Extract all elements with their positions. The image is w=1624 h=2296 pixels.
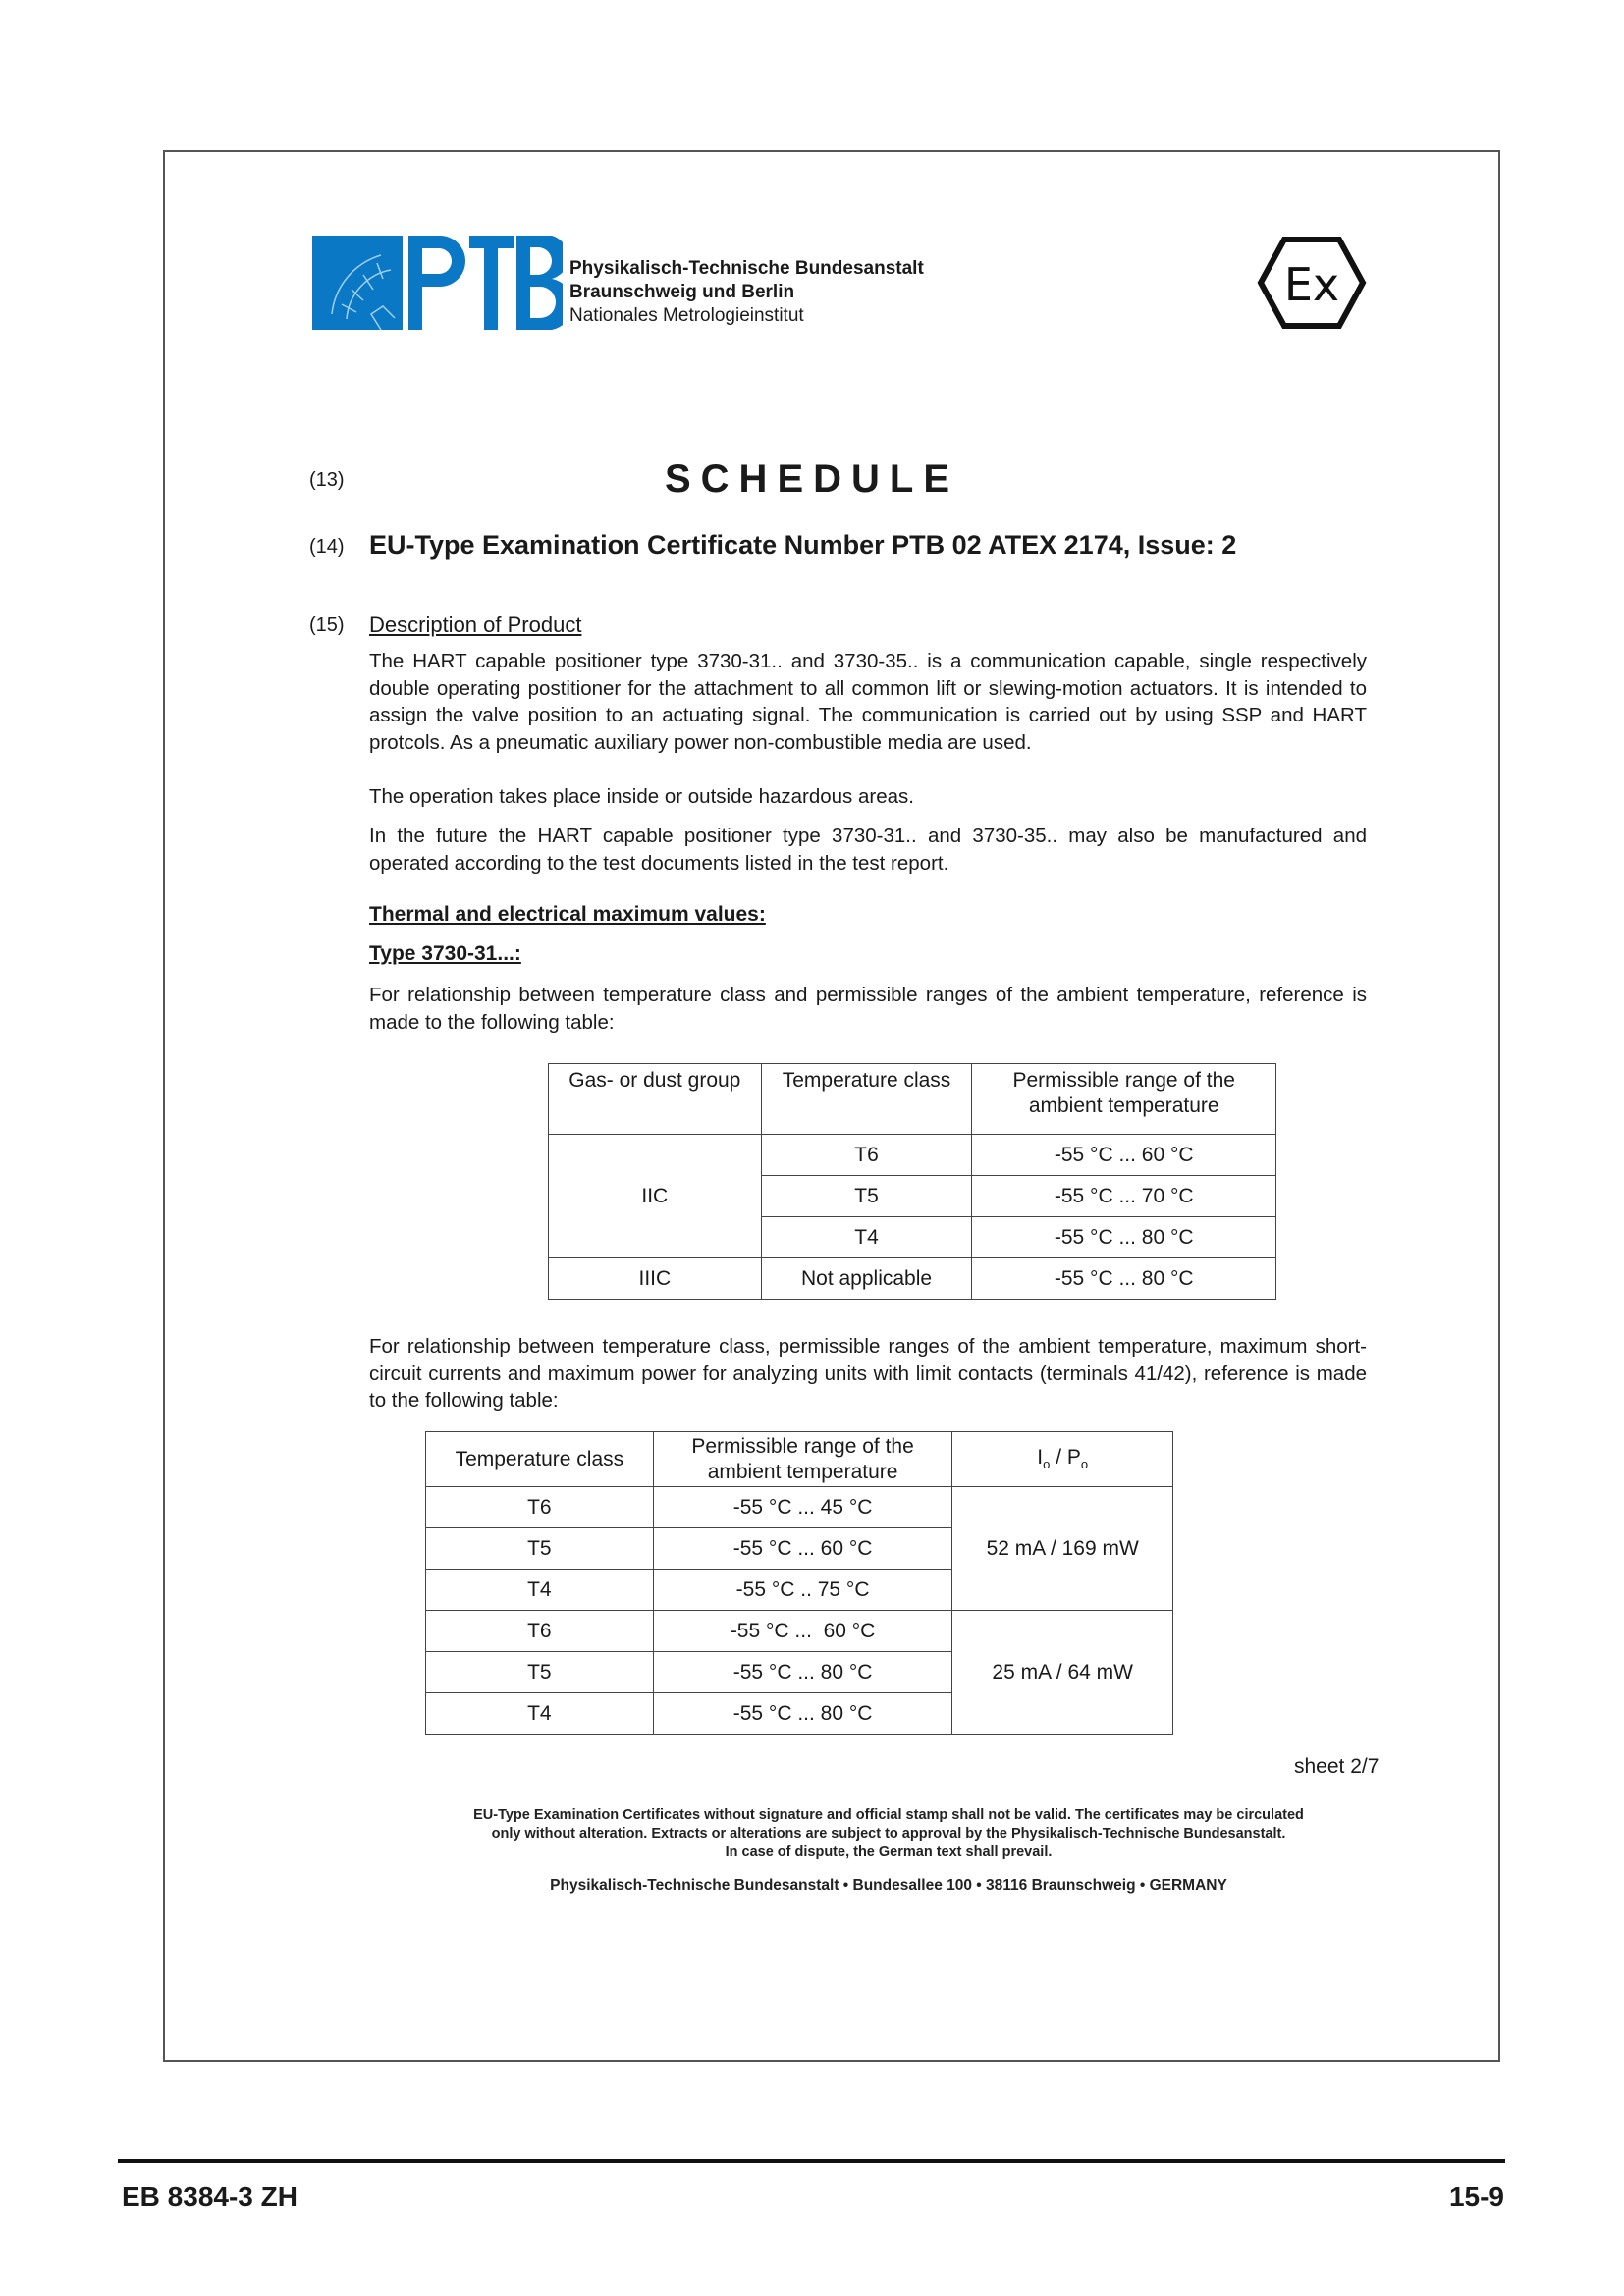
description-paragraph: The HART capable positioner type 3730-31.. and 3730-35.. is a communication capable, single respectively double operating postitioner for the attachment to all common lift or slewing-motion actuators. It is intended to assign the valve position to an actuating signal. The communication is carried out by using SSP and HART protcols. As a pneumatic auxiliary power non-combustible media are used. [369, 650, 1367, 754]
class-cell: T5 [426, 1652, 654, 1693]
temperature-class-table [548, 1063, 1276, 1300]
table2-intro: For relationship between temperature class, permissible ranges of the ambient temperature, maximum short-circuit currents and maximum power for analyzing units with limit contacts (terminals 41/42), reference is made to the following table: [369, 1335, 1367, 1412]
certificate-title: EU-Type Examination Certificate Number PTB 02 ATEX 2174, Issue: 2 [369, 530, 1237, 560]
range-cell: -55 °C ... 60 °C [653, 1611, 952, 1652]
class-cell: T5 [426, 1528, 654, 1570]
institute-address: Physikalisch-Technische Bundesanstalt • Bundesallee 100 • 38116 Braunschweig • GERMANY [550, 1877, 1227, 1894]
class-cell: T6 [426, 1611, 654, 1652]
table-row [549, 1258, 1276, 1300]
section-13-label: (13) [309, 469, 345, 491]
future-paragraph: In the future the HART capable positioner type 3730-31.. and 3730-35.. may also be manufactured and operated according to the test documents listed in the test report. [369, 825, 1367, 875]
group-cell: IIIC [549, 1258, 762, 1300]
document-id: EB 8384-3 ZH [122, 2181, 298, 2212]
class-cell: T4 [426, 1693, 654, 1735]
institute-name-block [569, 257, 924, 328]
range-cell: -55 °C ... 80 °C [653, 1693, 952, 1735]
header-cell: Permissible range of the ambient temperature [653, 1432, 952, 1487]
institute-line2: Braunschweig und Berlin [569, 282, 795, 302]
ptb-logo [312, 236, 563, 330]
range-cell: -55 °C ... 80 °C [972, 1217, 1276, 1258]
operation-paragraph: The operation takes place inside or outside hazardous areas. [369, 785, 914, 808]
sheet-number: sheet 2/7 [1294, 1755, 1380, 1778]
range-cell: -55 °C ... 70 °C [972, 1176, 1276, 1217]
disclaimer-line: only without alteration. Extracts or alterations are subject to approval by the Physikalisch-Technische Bundesanstalt. [491, 1826, 1286, 1842]
class-cell: T5 [761, 1176, 972, 1217]
class-cell: T4 [761, 1217, 972, 1258]
institute-line3: Nationales Metrologieinstitut [569, 305, 804, 326]
atex-ex-icon [1257, 236, 1367, 330]
table-row [426, 1611, 1173, 1652]
description-heading: Description of Product [369, 613, 582, 637]
header-cell-io-po: $I_o / P_o$ [952, 1432, 1173, 1487]
class-cell: T6 [426, 1487, 654, 1528]
range-cell: -55 °C ... 80 °C [972, 1258, 1276, 1300]
header-cell: Permissible range of the ambient temperature [972, 1064, 1276, 1135]
ex-mark-text: Ex [1283, 258, 1340, 311]
disclaimer-line: EU-Type Examination Certificates without signature and official stamp shall not be valid. The certificates may be circulated [473, 1807, 1304, 1823]
range-cell: -55 °C ... 60 °C [972, 1135, 1276, 1176]
disclaimer-line: In case of dispute, the German text shall prevail. [725, 1844, 1053, 1860]
table-row [549, 1135, 1276, 1176]
certificate-disclaimer [373, 1806, 1404, 1862]
class-cell: Not applicable [761, 1258, 972, 1300]
table1-intro: For relationship between temperature class and permissible ranges of the ambient temperature, reference is made to the following table: [369, 984, 1367, 1034]
current-power-cell: 25 mA / 64 mW [952, 1611, 1173, 1735]
group-cell: IIC [549, 1135, 762, 1258]
section-14-label: (14) [309, 536, 345, 558]
page-number: 15-9 [1448, 2181, 1504, 2212]
current-power-cell: 52 mA / 169 mW [952, 1487, 1173, 1611]
header-cell: Temperature class [761, 1064, 972, 1135]
table-header-row [426, 1432, 1173, 1487]
table-row [426, 1487, 1173, 1528]
thermal-heading: Thermal and electrical maximum values: [369, 903, 766, 926]
institute-line1: Physikalisch-Technische Bundesanstalt [569, 258, 924, 279]
range-cell: -55 °C ... 80 °C [653, 1652, 952, 1693]
type-heading: Type 3730-31...: [369, 942, 521, 965]
header-cell: Gas- or dust group [549, 1064, 762, 1135]
section-15-label: (15) [309, 614, 345, 636]
range-cell: -55 °C .. 75 °C [653, 1570, 952, 1611]
range-cell: -55 °C ... 60 °C [653, 1528, 952, 1570]
footer-divider [118, 2159, 1505, 2163]
range-cell: -55 °C ... 45 °C [653, 1487, 952, 1528]
limit-contacts-table [425, 1431, 1173, 1735]
table-header-row [549, 1064, 1276, 1135]
header-cell: Temperature class [426, 1432, 654, 1487]
class-cell: T4 [426, 1570, 654, 1611]
class-cell: T6 [761, 1135, 972, 1176]
schedule-title: SCHEDULE [664, 457, 960, 501]
